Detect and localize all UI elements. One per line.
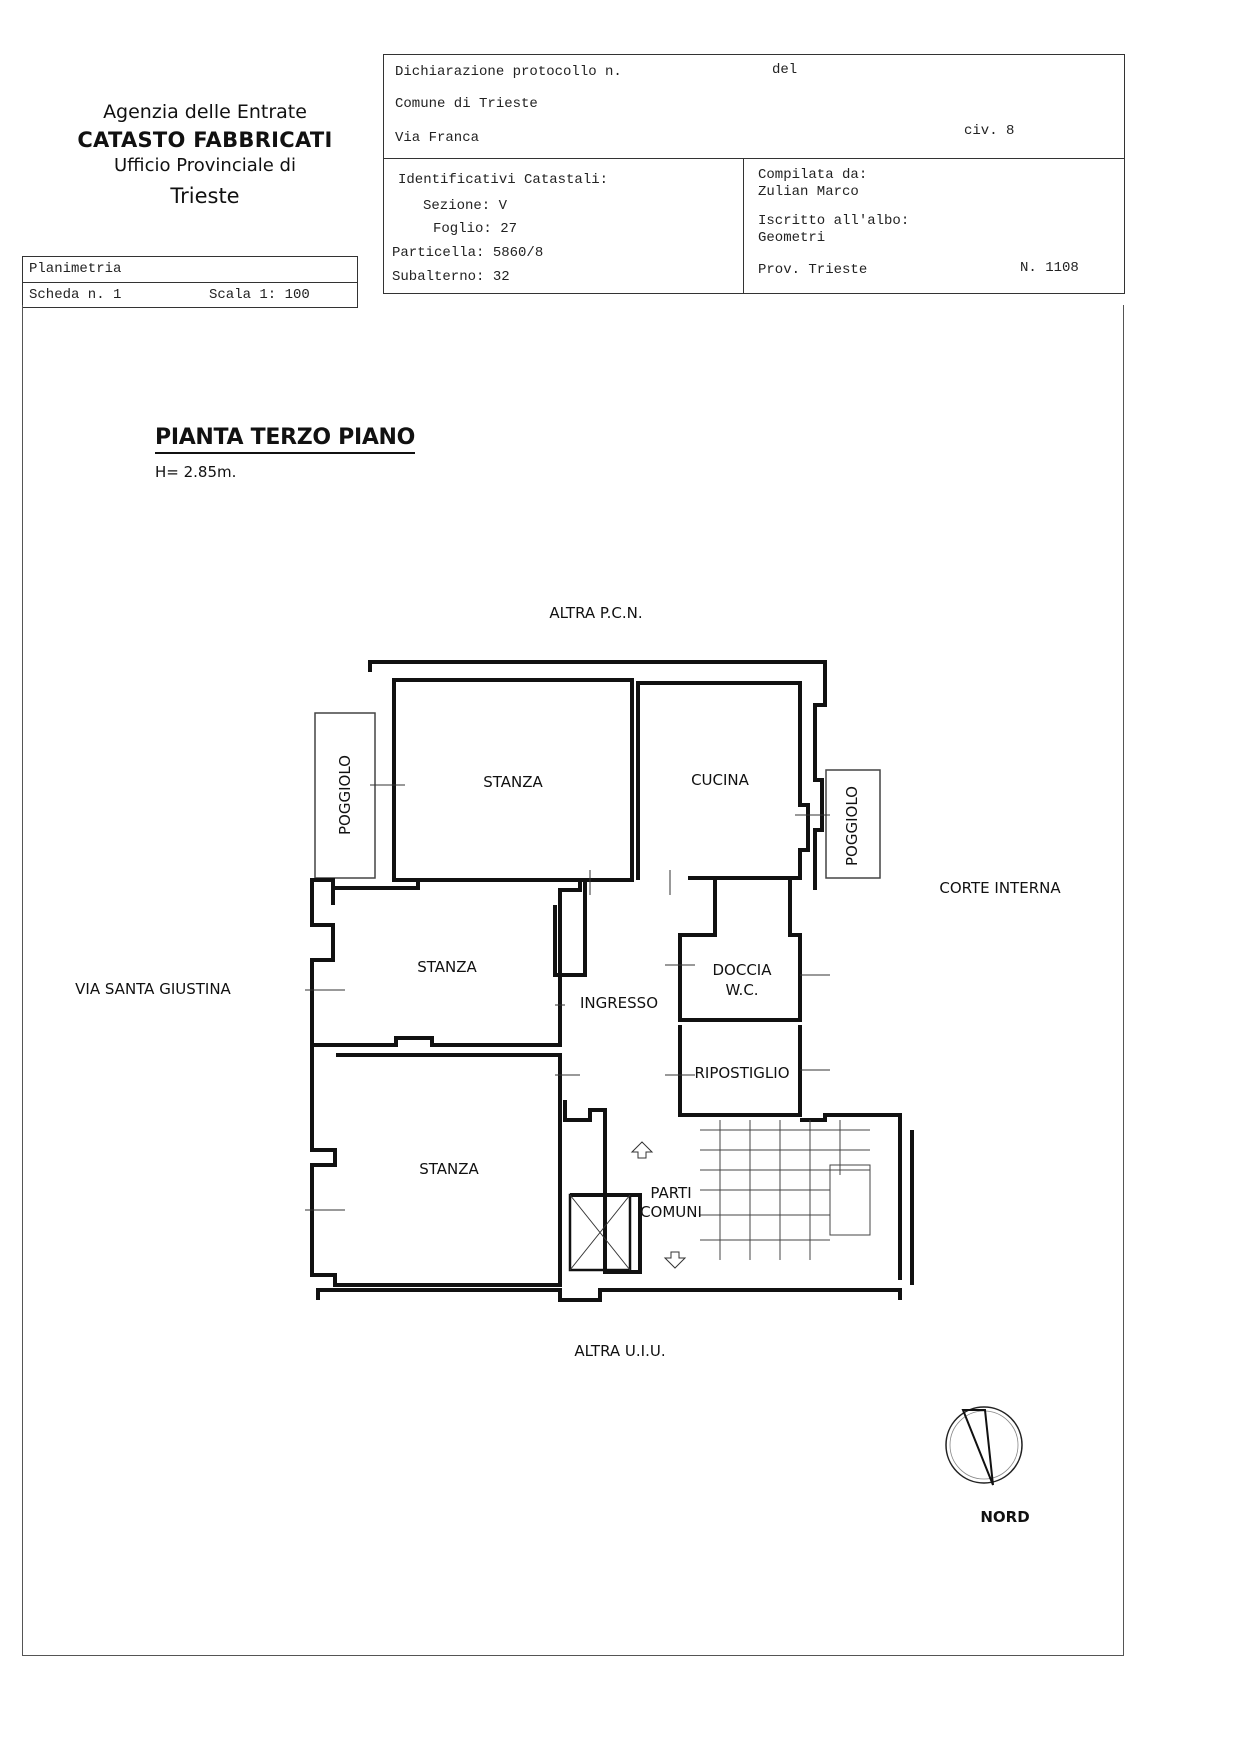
label-south: ALTRA U.I.U. <box>574 1342 666 1360</box>
doccia-walls <box>680 880 800 1020</box>
room-stanza-top: STANZA <box>483 773 543 791</box>
plan-title: PIANTA TERZO PIANO <box>155 425 415 454</box>
ufficio-label: Ufficio Provinciale di <box>114 154 296 176</box>
protocol-label: Dichiarazione protocollo n. <box>395 64 622 80</box>
compass-label: NORD <box>980 1508 1030 1526</box>
foglio: Foglio: 27 <box>433 221 518 237</box>
compass-needle <box>963 1410 993 1485</box>
particella: Particella: 5860/8 <box>392 245 544 261</box>
ident-label: Identificativi Catastali: <box>398 172 609 188</box>
planimetria-label: Planimetria <box>29 261 122 277</box>
room-doccia: DOCCIA <box>712 961 772 979</box>
label-east: CORTE INTERNA <box>939 879 1061 897</box>
del-label: del <box>772 62 798 78</box>
room-ingresso: INGRESSO <box>579 994 659 1012</box>
stair-walls <box>800 1115 900 1280</box>
comune: Comune di Trieste <box>395 96 538 112</box>
room-stanza-bottom: STANZA <box>419 1160 479 1178</box>
north-compass <box>946 1407 1030 1526</box>
via: Via Franca <box>395 130 480 146</box>
iscritto-value: Geometri <box>758 230 826 246</box>
entry-arrow-top <box>632 1142 652 1158</box>
scheda-scale: Scala 1: 100 <box>209 287 310 303</box>
room-comuni: COMUNI <box>640 1203 702 1221</box>
room-parti: PARTI <box>650 1184 692 1202</box>
room-wc: W.C. <box>725 981 759 999</box>
label-west: VIA SANTA GIUSTINA <box>75 980 231 998</box>
sezione: Sezione: V <box>423 198 508 214</box>
outer-wall-bottom <box>318 1290 900 1300</box>
civico: civ. 8 <box>964 123 1015 139</box>
room-stanza-mid: STANZA <box>417 958 477 976</box>
room-poggiolo-left: POGGIOLO <box>336 755 354 835</box>
agency-name: Agenzia delle Entrate <box>103 101 307 123</box>
catasto-title: CATASTO FABBRICATI <box>77 127 333 152</box>
albo-number: N. 1108 <box>1020 260 1079 276</box>
outer-wall-top <box>370 662 825 890</box>
compass-circle <box>946 1407 1022 1483</box>
ufficio-city: Trieste <box>170 184 240 209</box>
scheda-number: Scheda n. 1 <box>29 287 122 303</box>
room-poggiolo-right: POGGIOLO <box>843 786 861 866</box>
compilata-label: Compilata da: <box>758 167 868 183</box>
plan-height: H= 2.85m. <box>155 463 237 481</box>
staircase <box>700 1120 870 1260</box>
subalterno: Subalterno: 32 <box>392 269 510 285</box>
iscritto-label: Iscritto all'albo: <box>758 213 910 229</box>
label-north: ALTRA P.C.N. <box>549 604 643 622</box>
room-cucina: CUCINA <box>691 771 749 789</box>
entry-arrow-bottom <box>665 1252 685 1268</box>
provincia: Prov. Trieste <box>758 262 868 278</box>
room-ripostiglio: RIPOSTIGLIO <box>694 1064 790 1082</box>
compilata-name: Zulian Marco <box>758 184 859 200</box>
